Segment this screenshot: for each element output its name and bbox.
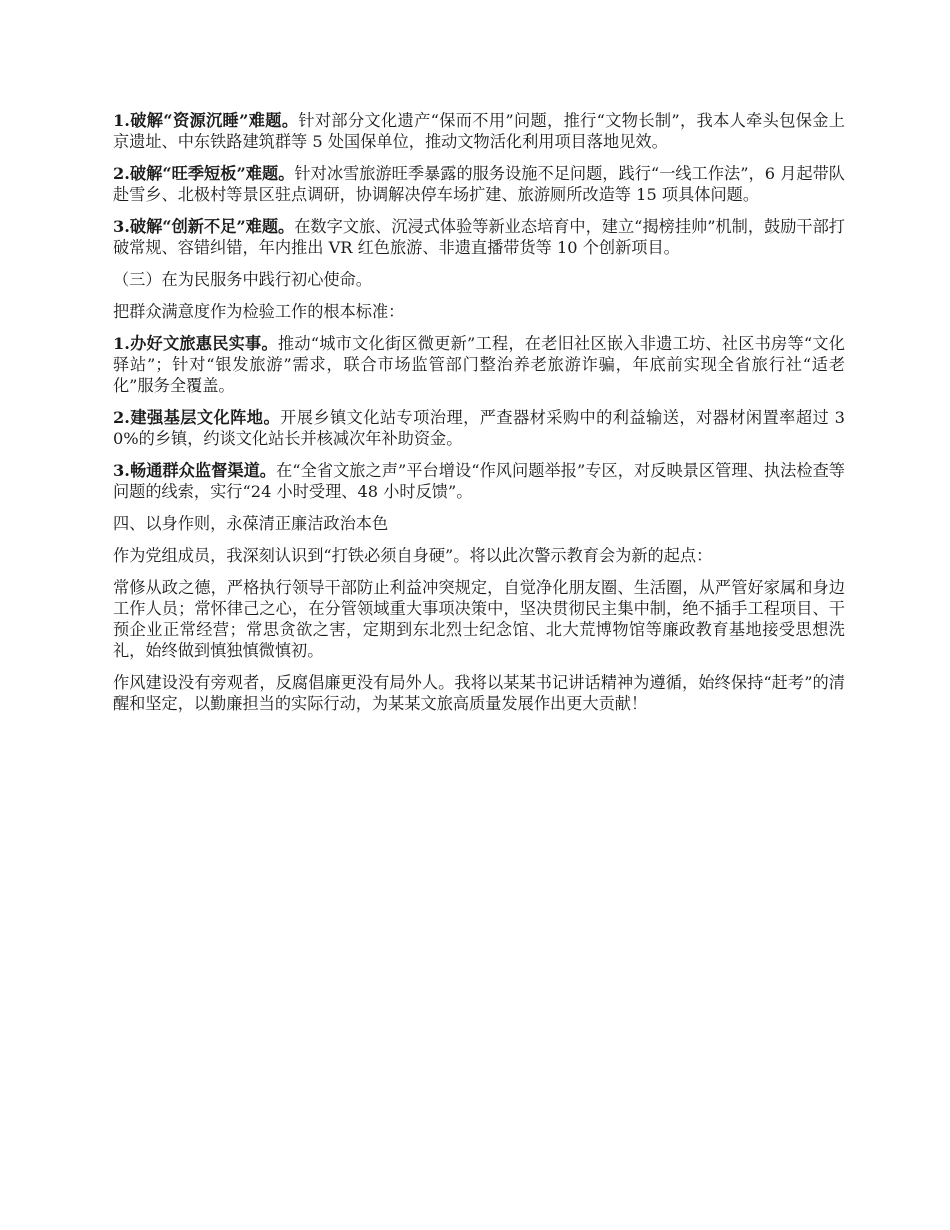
paragraph-text: 把群众满意度作为检验工作的根本标准： [113, 302, 405, 321]
document-body [113, 110, 845, 725]
section-heading-integrity [113, 513, 845, 534]
paragraph-text: 常修从政之德，严格执行领导干部防止利益冲突规定，自觉净化朋友圈、生活圈，从严管好家属和身边工作人员；常怀律己之心，在分管领域重大事项决策中，坚决贯彻民主集中制，绝不插手工程项目、干预企业正常经营；常思贪欲之害，定期到东北烈士纪念馆、北大荒博物馆等廉政教育基地接受思想洗礼，始终做到慎独慎微慎初。 [113, 578, 845, 660]
paragraph-public-supervision [113, 460, 845, 502]
paragraph-grassroots-culture [113, 407, 845, 449]
paragraph-heading: 2.破解“旺季短板”难题。 [113, 164, 295, 183]
paragraph-heading: 1.破解“资源沉睡”难题。 [113, 111, 299, 130]
paragraph-conduct [113, 577, 845, 661]
paragraph-text: 针对部分文化遗产“保而不用”问题，推行“文物长制”，我本人牵头包保金上京遗址、中东铁路建筑群等 5 处国保单位，推动文物活化利用项目落地见效。 [113, 111, 845, 151]
paragraph-text: 针对冰雪旅游旺季暴露的服务设施不足问题，践行“一线工作法”，6 月起带队赴雪乡、北极村等景区驻点调研，协调解决停车场扩建、旅游厕所改造等 15 项具体问题。 [113, 164, 845, 204]
paragraph-resource-dormancy [113, 110, 845, 152]
paragraph-text: 作风建设没有旁观者，反腐倡廉更没有局外人。我将以某某书记讲话精神为遵循，始终保持“赶考”的清醒和坚定，以勤廉担当的实际行动，为某某文旅高质量发展作出更大贡献！ [113, 673, 845, 713]
section-heading-serve-people [113, 269, 845, 290]
paragraph-text: 在数字文旅、沉浸式体验等新业态培育中，建立“揭榜挂帅”机制，鼓励干部打破常规、容错纠错，年内推出 VR 红色旅游、非遗直播带货等 10 个创新项目。 [113, 217, 845, 257]
paragraph-text: 作为党组成员，我深刻认识到“打铁必须自身硬”。将以此次警示教育会为新的起点： [113, 546, 713, 565]
paragraph-heading: 2.建强基层文化阵地。 [113, 408, 281, 427]
paragraph-public-benefit [113, 333, 845, 396]
paragraph-party-member [113, 545, 845, 566]
section-heading-text: （三）在为民服务中践行初心使命。 [113, 270, 372, 289]
paragraph-text: 在“全省文旅之声”平台增设“作风问题举报”专区，对反映景区管理、执法检查等问题的线索，实行“24 小时受理、48 小时反馈”。 [113, 461, 845, 501]
paragraph-text: 推动“城市文化街区微更新”工程，在老旧社区嵌入非遗工坊、社区书房等“文化驿站”；针对“银发旅游”需求，联合市场监管部门整治养老旅游诈骗，年底前实现全省旅行社“适老化”服务全覆盖。 [113, 334, 845, 395]
paragraph-heading: 1.办好文旅惠民实事。 [113, 334, 278, 353]
paragraph-innovation [113, 216, 845, 258]
paragraph-intro-standard [113, 301, 845, 322]
paragraph-conclusion [113, 672, 845, 714]
paragraph-peak-season [113, 163, 845, 205]
paragraph-heading: 3.畅通群众监督渠道。 [113, 461, 277, 480]
paragraph-heading: 3.破解“创新不足”难题。 [113, 217, 295, 236]
paragraph-text: 开展乡镇文化站专项治理，严查器材采购中的利益输送，对器材闲置率超过 30%的乡镇，约谈文化站长并核减次年补助资金。 [113, 408, 845, 448]
section-heading-text: 四、以身作则，永葆清正廉洁政治本色 [113, 514, 389, 533]
